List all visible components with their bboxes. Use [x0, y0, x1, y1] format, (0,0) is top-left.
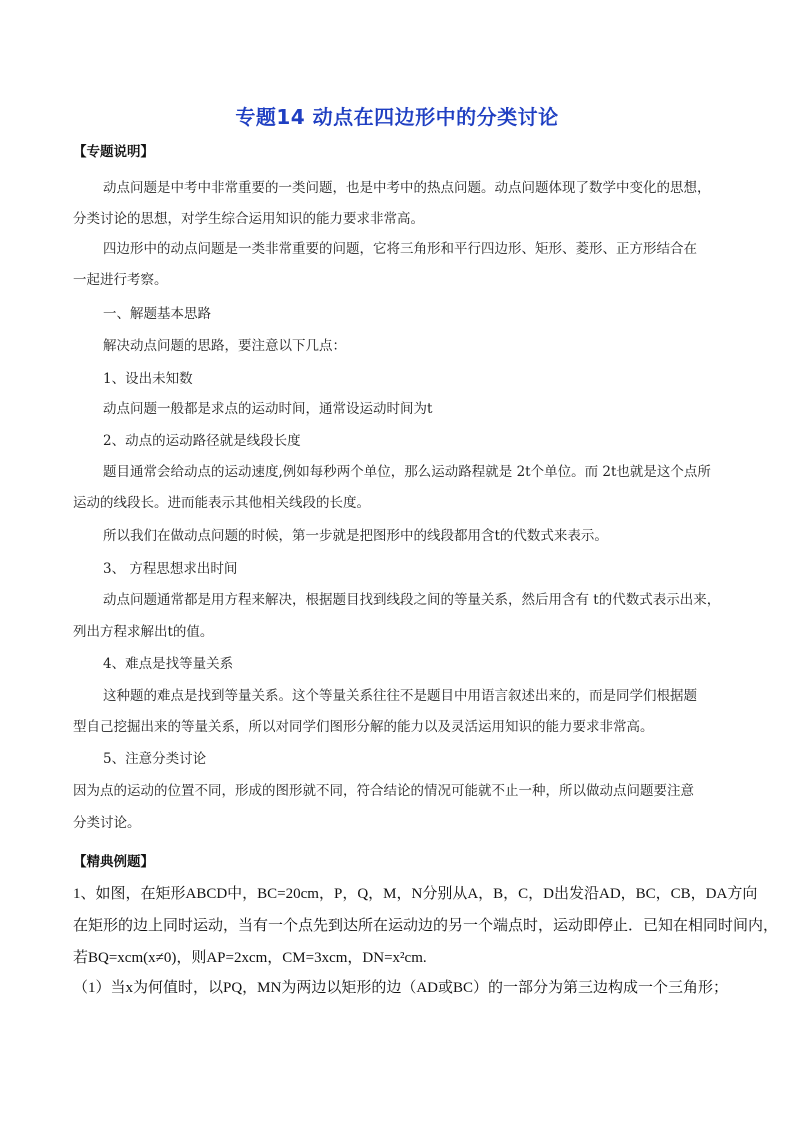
approach-item-2-title: 2、动点的运动路径就是线段长度 — [103, 433, 301, 449]
intro-paragraph-2-line-1: 四边形中的动点问题是一类非常重要的问题，它将三角形和平行四边形、矩形、菱形、正方形结合在 — [103, 241, 697, 257]
approach-item-4-title: 4、难点是找等量关系 — [103, 656, 234, 672]
page-title: 专题14 动点在四边形中的分类讨论 — [235, 105, 559, 129]
example-1-line-3: 若BQ=xcm(x≠0)，则AP=2xcm，CM=3xcm，DN=x²cm. — [73, 950, 427, 966]
section-heading-examples: 【精典例题】 — [73, 854, 154, 870]
approach-item-4-body-line-1: 这种题的难点是找到等量关系。这个等量关系往往不是题目中用语言叙述出来的，而是同学们根据题 — [103, 688, 697, 704]
example-1-line-2: 在矩形的边上同时运动，当有一个点先到达所在运动边的另一个端点时，运动即停止．已知在相同时间内， — [73, 918, 779, 934]
approach-item-2-body-line-2: 运动的线段长。进而能表示其他相关线段的长度。 — [73, 495, 370, 511]
approach-item-1-body: 动点问题一般都是求点的运动时间，通常设运动时间为t — [103, 401, 433, 417]
approach-item-5-title: 5、注意分类讨论 — [103, 751, 207, 767]
approach-lead: 解决动点问题的思路，要注意以下几点： — [103, 338, 346, 354]
section-heading-explanation: 【专题说明】 — [73, 144, 154, 160]
approach-item-3-body-line-2: 列出方程求解出t的值。 — [73, 624, 214, 640]
approach-item-3-title: 3、 方程思想求出时间 — [103, 561, 238, 577]
approach-heading: 一、解题基本思路 — [103, 306, 211, 322]
approach-item-5-body-line-1: 因为点的运动的位置不同，形成的图形就不同，符合结论的情况可能就不止一种，所以做动点问题要注意 — [73, 783, 694, 799]
approach-item-5-body-line-2: 分类讨论。 — [73, 815, 141, 831]
approach-item-1-title: 1、设出未知数 — [103, 371, 193, 387]
approach-item-2-body-line-3: 所以我们在做动点问题的时候，第一步就是把图形中的线段都用含t的代数式来表示。 — [103, 528, 608, 544]
intro-paragraph-1-line-1: 动点问题是中考中非常重要的一类问题，也是中考中的热点问题。动点问题体现了数学中变化的思想， — [103, 180, 711, 196]
example-1-line-4: （1）当x为何值时，以PQ，MN为两边以矩形的边（AD或BC）的一部分为第三边构成一个三角形； — [73, 980, 729, 996]
approach-item-4-body-line-2: 型自己挖掘出来的等量关系，所以对同学们图形分解的能力以及灵活运用知识的能力要求非常高。 — [73, 719, 654, 735]
intro-paragraph-2-line-2: 一起进行考察。 — [73, 272, 168, 288]
example-1-line-1: 1、如图，在矩形ABCD中，BC=20cm，P，Q，M，N分别从A，B，C，D出发沿AD，BC，CB，DA方向 — [73, 886, 758, 902]
approach-item-2-body-line-1: 题目通常会给动点的运动速度,例如每秒两个单位，那么运动路程就是 2t个单位。而 2t也就是这个点所 — [103, 464, 711, 480]
approach-item-3-body-line-1: 动点问题通常都是用方程来解决，根据题目找到线段之间的等量关系，然后用含有 t的代数式表示出来， — [103, 592, 721, 608]
intro-paragraph-1-line-2: 分类讨论的思想，对学生综合运用知识的能力要求非常高。 — [73, 211, 424, 227]
